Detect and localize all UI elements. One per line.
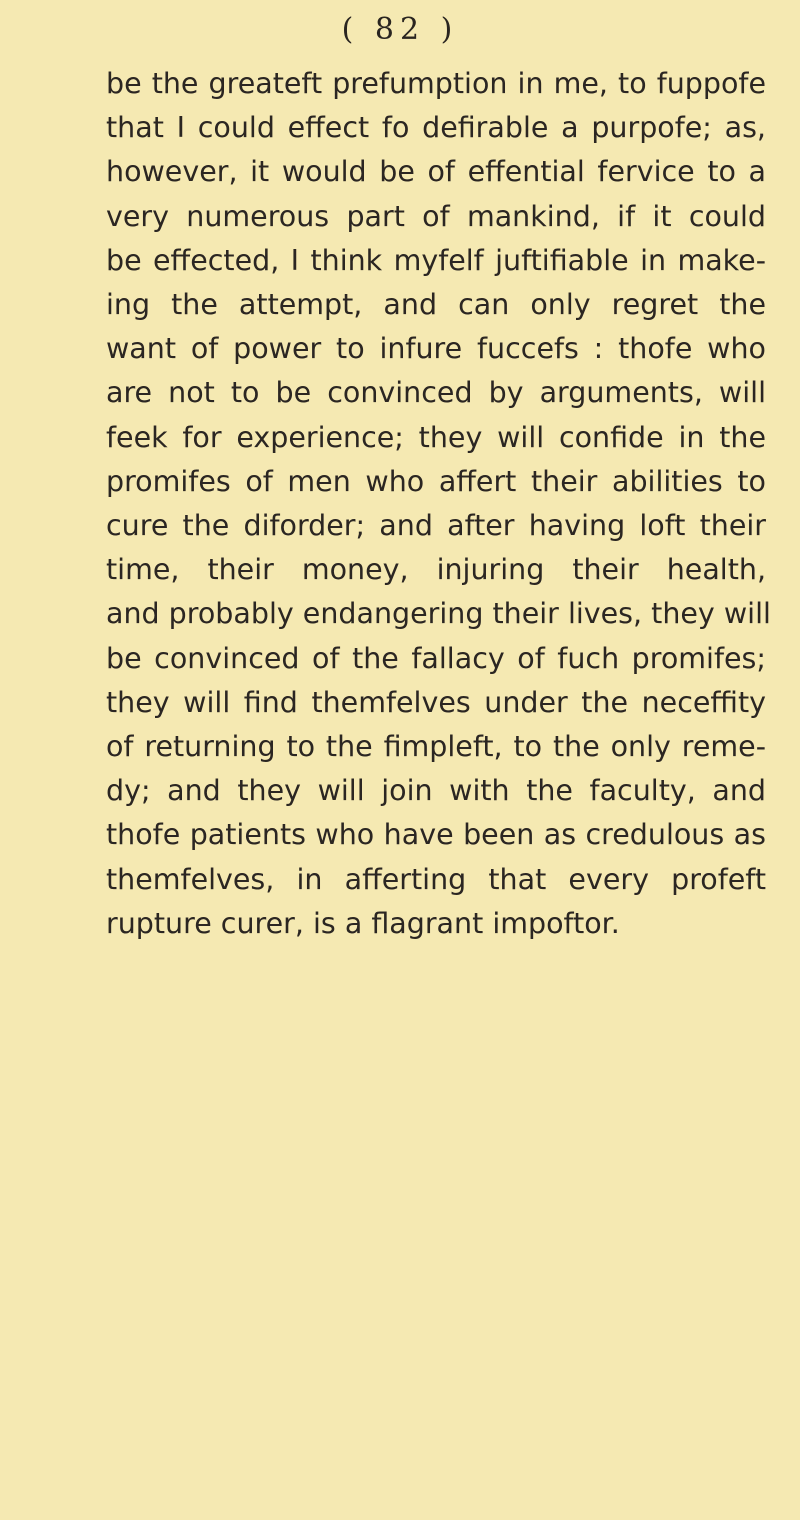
text-line: dy; and they will join with the faculty, and: [106, 774, 766, 808]
text-line: of returning to the fimpleft, to the only reme-: [106, 730, 766, 764]
text-line: time, their money, injuring their health,: [106, 553, 766, 587]
text-line: feek for experience; they will confide in the: [106, 420, 766, 454]
text-line: thofe patients who have been as credulous as: [106, 818, 766, 852]
text-line: very numerous part of mankind, if it could: [106, 199, 766, 233]
text-line: cure the diforder; and after having loft their: [106, 509, 766, 543]
text-line: rupture curer, is a flagrant impoftor.: [106, 906, 620, 940]
text-line: be convinced of the fallacy of fuch promifes;: [106, 641, 766, 675]
body-text: [106, 62, 771, 946]
text-line: promifes of men who affert their abilities to: [106, 464, 766, 498]
text-line: themfelves, in afferting that every profeft: [106, 862, 766, 896]
text-line: want of power to infure fuccefs : thofe who: [106, 332, 766, 366]
text-line: be the greateft prefumption in me, to fuppofe: [106, 67, 766, 100]
text-line: be effected, I think myfelf juftifiable in make-: [106, 243, 766, 277]
text-line: that I could effect fo defirable a purpofe; as,: [106, 111, 766, 145]
page-number: ( 82 ): [341, 12, 459, 47]
text-line: and probably endangering their lives, they will: [106, 597, 771, 631]
text-line: ing the attempt, and can only regret the: [106, 288, 766, 322]
text-line: however, it would be of effential fervice to a: [106, 155, 766, 189]
text-line: they will find themfelves under the neceffity: [106, 685, 766, 719]
text-line: are not to be convinced by arguments, will: [106, 376, 766, 410]
